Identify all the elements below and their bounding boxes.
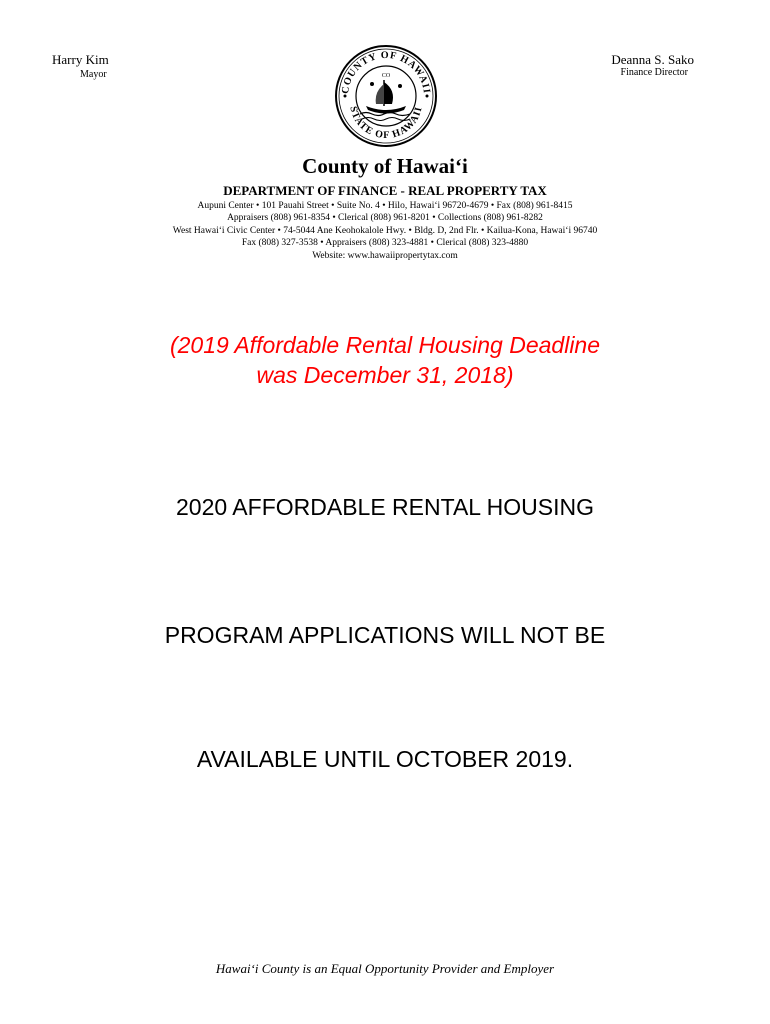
footer-statement: Hawai‘i County is an Equal Opportunity Provider and Employer bbox=[215, 961, 555, 976]
seal-canoe-icon bbox=[360, 80, 410, 121]
seal-top-text: COUNTY OF HAWAII bbox=[339, 49, 432, 95]
seal-inner-text: CO bbox=[381, 73, 391, 79]
contact-line-kona-phones: Fax (808) 327-3538 • Appraisers (808) 323-4881 • Clerical (808) 323-4880 bbox=[241, 238, 529, 248]
finance-director-title: Finance Director bbox=[620, 67, 688, 78]
notice-line-2: was December 31, 2018) bbox=[256, 362, 514, 388]
county-seal-logo bbox=[334, 44, 438, 148]
mayor-title: Mayor bbox=[80, 69, 107, 80]
contact-line-kona: West Hawai‘i Civic Center • 74-5044 Ane Keohokalole Hwy. • Bldg. D, 2nd Flr. • Kailua-Kona, Hawai‘i 96740 bbox=[172, 226, 598, 236]
mayor-name: Harry Kim bbox=[52, 52, 109, 67]
county-title: County of Hawai‘i bbox=[302, 154, 468, 178]
announcement-line-3: AVAILABLE UNTIL OCTOBER 2019. bbox=[196, 746, 574, 772]
notice-line-1: (2019 Affordable Rental Housing Deadline bbox=[169, 332, 601, 358]
department-name: DEPARTMENT OF FINANCE - REAL PROPERTY TAX bbox=[223, 183, 547, 198]
announcement-line-2: PROGRAM APPLICATIONS WILL NOT BE bbox=[164, 622, 606, 648]
finance-director-name: Deanna S. Sako bbox=[611, 52, 694, 67]
contact-website: Website: www.hawaiipropertytax.com bbox=[312, 251, 458, 261]
announcement-line-1: 2020 AFFORDABLE RENTAL HOUSING bbox=[176, 494, 594, 520]
contact-line-hilo: Aupuni Center • 101 Pauahi Street • Suite No. 4 • Hilo, Hawai‘i 96720-4679 • Fax (808) 961-8415 bbox=[197, 201, 573, 211]
seal-bottom-text: STATE OF HAWAII bbox=[347, 105, 425, 142]
contact-line-hilo-phones: Appraisers (808) 961-8354 • Clerical (808) 961-8201 • Collections (808) 961-8282 bbox=[227, 213, 543, 223]
